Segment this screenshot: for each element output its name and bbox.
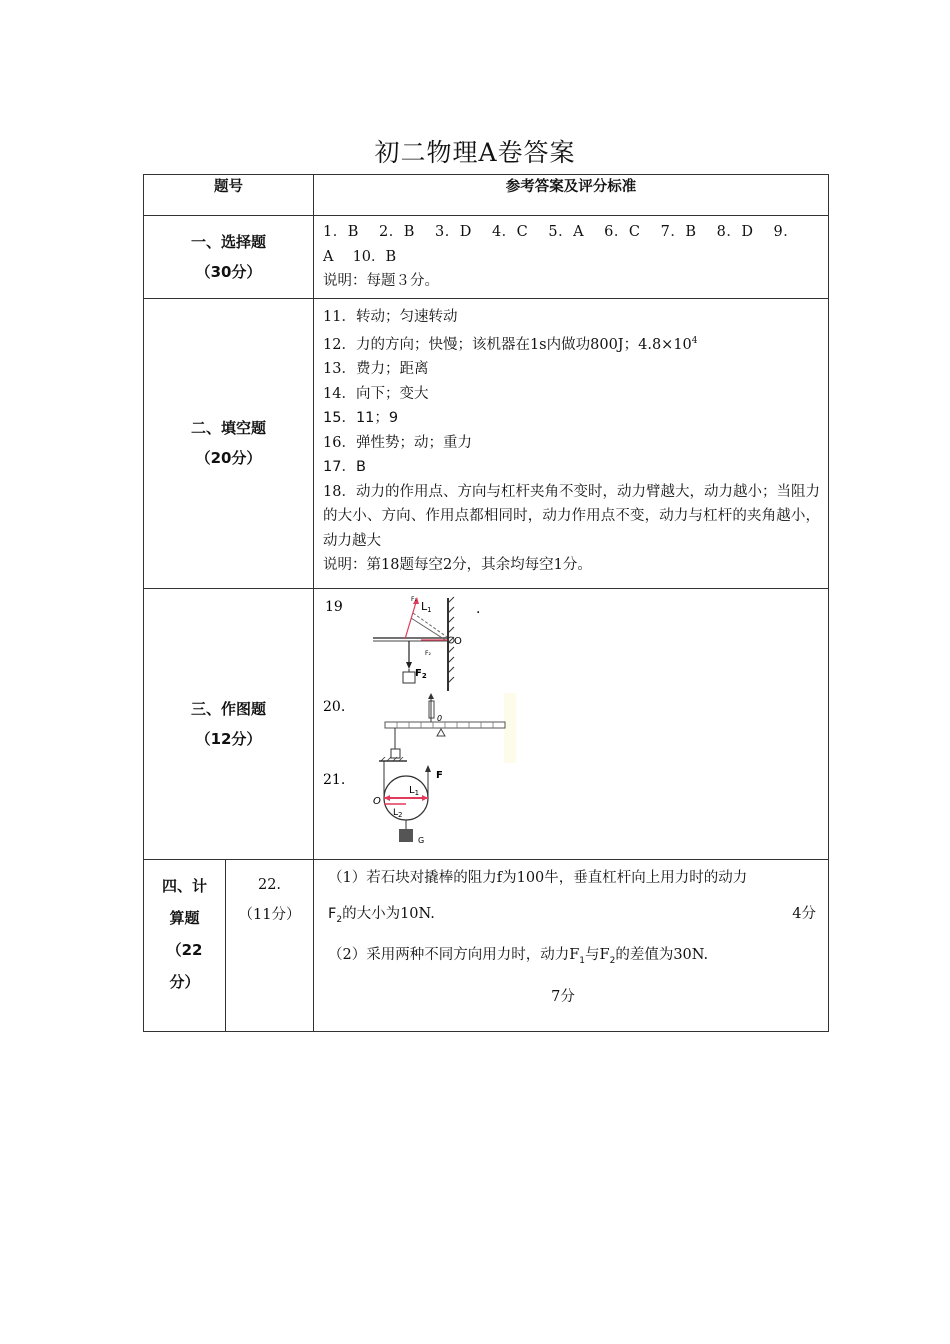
q19-f1-arrow xyxy=(405,599,417,639)
q19-f2-label: $F_2$ xyxy=(415,667,427,680)
section-fill-score: （20分） xyxy=(195,449,262,467)
section-choice-name: 一、选择题 xyxy=(190,232,266,251)
section-choice-score: （30分） xyxy=(195,262,262,281)
calc-answers xyxy=(314,859,829,1031)
q19-l1-dashed xyxy=(413,613,447,637)
q19-diagram xyxy=(373,596,462,691)
choice-note: 说明：每题３分。 xyxy=(323,273,439,289)
row-drawing xyxy=(144,588,829,859)
fill-answer-18: 18．动力的作用点、方向与杠杆夹角不变时，动力臂越大，动力越小；当阻力的大小、方向、作用点都相同时，动力作用点不变，动力与杠杆的夹角越小，动力越大 xyxy=(323,483,820,549)
q21-label: 21. xyxy=(323,771,346,788)
q20-o-label: 0 xyxy=(437,713,443,723)
q19-l1-label: L1 xyxy=(421,599,432,614)
q19-f2-small: F₂ xyxy=(425,649,431,657)
calc-part1-text-a: （1）若石块对撬棒的阻力f为100牛，垂直杠杆向上用力时的动力 xyxy=(328,869,748,886)
fill-answer-14: 14．向下；变大 xyxy=(323,385,429,402)
choice-answers-line1: 1．B 2．B 3．D 4．C 5．A 6．C 7．B 8．D 9． xyxy=(323,224,799,240)
section-calc-name-4: 分） xyxy=(169,972,200,991)
section-fill-answers xyxy=(314,298,829,588)
calc-part1-line2 xyxy=(328,896,818,938)
fill-answer-17: 17．B xyxy=(323,459,366,476)
fill-note: 说明：第18题每空2分，其余均每空1分。 xyxy=(323,557,592,574)
q21-diagram xyxy=(373,757,443,845)
q19-dot: . xyxy=(476,600,481,617)
section-choice-label xyxy=(144,216,314,299)
answer-table xyxy=(143,174,829,1032)
q21-l2-label: $L_2$ xyxy=(393,807,403,819)
fill-answer-12 xyxy=(323,329,820,357)
q20-diagram xyxy=(385,693,516,763)
q20-weight xyxy=(391,749,400,758)
section-choice-answers xyxy=(314,216,829,299)
section-calc-name-3: （22 xyxy=(166,940,203,959)
section-drawing-label xyxy=(144,588,314,859)
q21-weight xyxy=(399,829,413,842)
fill-answer-16: 16．弹性势；动；重力 xyxy=(323,434,472,451)
section-fill-label xyxy=(144,298,314,588)
row-calc xyxy=(144,859,829,1031)
section-calc-name-2: 算题 xyxy=(169,908,200,927)
calc-part1-text-b: $F_2$的大小为10N. xyxy=(328,905,435,925)
q21-l1-label: $L_1$ xyxy=(409,784,420,797)
calc-qnum: 22. xyxy=(257,876,282,893)
q21-g-label: G xyxy=(418,835,425,845)
section-drawing-name: 三、作图题 xyxy=(190,699,266,718)
q20-fulcrum xyxy=(437,729,445,736)
header-question-no: 题号 xyxy=(144,175,314,216)
q19-o-label: O xyxy=(454,635,462,647)
calc-qscore: （11分） xyxy=(238,906,301,923)
q19-label: 19 xyxy=(325,598,343,615)
q19-weight xyxy=(403,672,415,683)
q20-lever-ticks xyxy=(397,722,493,728)
q21-f-arrow-head xyxy=(425,765,431,772)
q20-label: 20. xyxy=(323,698,346,715)
fill-answer-12-text: 12．力的方向；快慢；该机器在1s内做功800J；4.8×10 xyxy=(323,336,692,353)
calc-part1-score: 4分 xyxy=(792,905,816,922)
section-calc-name-1: 四、计 xyxy=(161,876,207,895)
q21-o-label: O xyxy=(373,795,381,807)
q19-f1-small: F₁ xyxy=(411,595,417,603)
q20-bg-strip xyxy=(504,693,516,763)
section-fill-name: 二、填空题 xyxy=(190,419,266,437)
row-fill xyxy=(144,298,829,588)
choice-answers-line2: A 10．B xyxy=(323,248,397,265)
calc-part1-line1 xyxy=(328,860,818,896)
q21-f-label: F xyxy=(436,769,443,781)
row-choice xyxy=(144,216,829,299)
calc-part2-score: 7分 xyxy=(551,989,575,1006)
fill-answer-12-exp: 4 xyxy=(691,336,698,346)
header-answer-standard: 参考答案及评分标准 xyxy=(314,175,829,216)
calc-question-number xyxy=(226,859,314,1031)
q20-scale-arrow xyxy=(428,693,434,699)
section-drawing-answers xyxy=(314,588,829,859)
fill-answer-11: 11．转动；匀速转动 xyxy=(323,308,458,325)
q19-f2-head xyxy=(406,662,412,669)
calc-part2-line: （2）采用两种不同方向用力时，动力$F_1$与$F_2$的差值为30N. xyxy=(328,947,709,967)
section-calc-label xyxy=(144,859,226,1031)
fill-answer-15: 15．11；9 xyxy=(323,410,399,427)
q21-l1-head-left xyxy=(384,795,390,801)
page-title: 初二物理A卷答案 xyxy=(374,138,576,167)
table-header-row xyxy=(144,175,829,216)
q21-l1-head-right xyxy=(422,795,428,801)
fill-answer-13: 13．费力；距离 xyxy=(323,361,429,378)
section-drawing-score: （12分） xyxy=(195,729,262,748)
drawing-diagrams xyxy=(323,593,833,855)
